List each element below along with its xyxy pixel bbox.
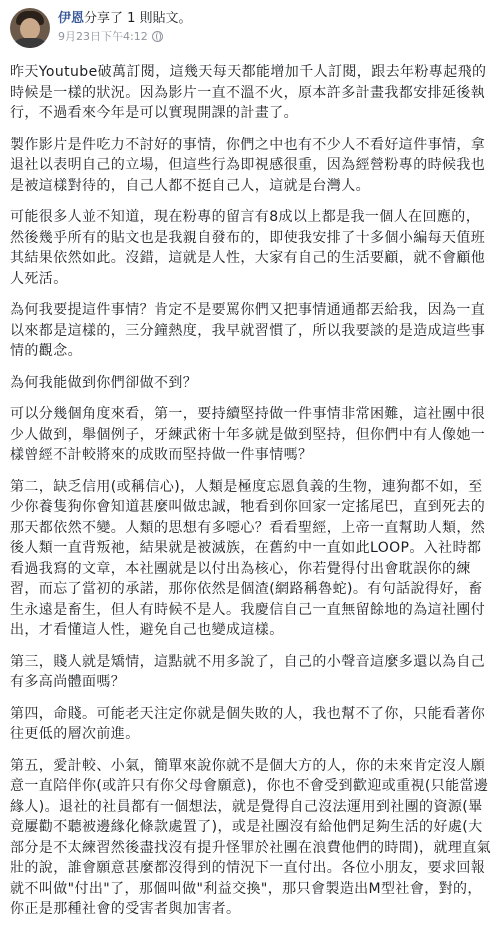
author-name[interactable]: 伊恩 <box>58 11 85 26</box>
post-header <box>10 8 192 52</box>
paragraph: 可能很多人並不知道，現在粉專的留言有8成以上都是我一個人在回應的，然後幾乎所有的貼文也是我親自發布的，即使我安排了十多個小編每天值班其結果依然如此。沒錯，這就是人性，大家有自己的生活要顧，就不會顧他人死活。 <box>10 209 486 287</box>
timestamp-line <box>58 29 192 44</box>
post-body <box>10 62 492 931</box>
paragraph: 製作影片是件吃力不討好的事情，你們之中也有不少人不看好這件事情，拿退社以表明自己的立場，但這些行為即視感很重，因為經營粉專的時候我也是被這樣對待的，自己人都不挺自己人，這就是台灣人。 <box>10 136 486 194</box>
post-meta <box>58 8 192 52</box>
avatar-shirt <box>12 38 48 48</box>
post-time[interactable]: 9月23日下午4:12 <box>58 30 148 43</box>
paragraph: 第四，命賤。可能老天注定你就是個失敗的人，我也幫不了你，只能看著你往更低的層次前進。 <box>10 705 486 742</box>
paragraph: 昨天Youtube破萬訂閱，這幾天每天都能增加千人訂閱，跟去年粉專起飛的時候是一樣的狀況。因為影片一直不溫不火，原本許多計畫我都安排延後執行，不過看來今年是可以實現開課的計畫了。 <box>10 64 487 121</box>
paragraph: 為何我要提這件事情？肯定不是要罵你們又把事情通通都丟給我，因為一直以來都是這樣的，三分鐘熱度，我早就習慣了，所以我要談的是造成這些事情的觀念。 <box>10 302 486 359</box>
avatar[interactable] <box>10 8 50 48</box>
paragraph: 為何我能做到你們卻做不到？ <box>10 374 198 391</box>
globe-icon[interactable] <box>152 31 163 42</box>
paragraph: 第三，賤人就是矯情，這點就不用多說了，自己的小聲音這麼多還以為自己有多高尚體面嗎？ <box>10 653 486 690</box>
paragraph: 可以分幾個角度來看，第一，要持續堅持做一件事情非常困難，這社團中很少人做到，舉個例子，牙練武術十年多就是做到堅持，但你們中有人像她一樣曾經不計較將來的成敗而堅持做一件事情嗎？ <box>10 406 486 463</box>
paragraph: 第二，缺乏信用(或稱信心)，人類是極度忘恩負義的生物，連狗都不如，至少你養隻狗你會知道甚麼叫做忠誠，牠看到你回家一定搖尾巴，直到死去的那天都依然不變。人類的思想有多噁心？看看聖經，上帝一直幫助人類，然後人類一直背叛祂，結果就是被滅族，在舊約中一直如此LOOP。入社時都看過我寫的文章，本社團就是以付出為核心，你若覺得付出會耽誤你的練習，而忘了當初的承諾，那你依然是個渣(網路稱魯蛇)。有句話說得好，畜生永遠是畜生，但人有時候不是人。我慶信自己一直無留餘地的為這社團付出，才看懂這人性，避免自己也變成這樣。 <box>10 478 486 638</box>
avatar-face <box>20 18 40 40</box>
author-line <box>58 10 192 27</box>
paragraph: 第五，愛計較、小氣，簡單來說你就不是個大方的人，你的未來肯定沒人願意一直陪伴你(或許只有你父母會願意)，你也不會受到歡迎或重視(只能當邊緣人)。退社的社員都有一個想法，就是覺得自己沒法運用到社團的資源(畢竟屢勸不聽被邊緣化條款處置了)，或是社團沒有給他們足夠生活的好處(大部分是不太練習然後盡找沒有提升怪罪於社團在浪費他們的時間)，就理直氣壯的說，誰會願意甚麼都沒得到的情況下一直付出。各位小朋友，要求回報就不叫做"付出"了，那個叫做"利益交換"，那只會製造出M型社會，對的，你正是那種社會的受害者與加害者。 <box>10 757 492 917</box>
share-action: 分享了 1 則貼文。 <box>84 11 192 26</box>
